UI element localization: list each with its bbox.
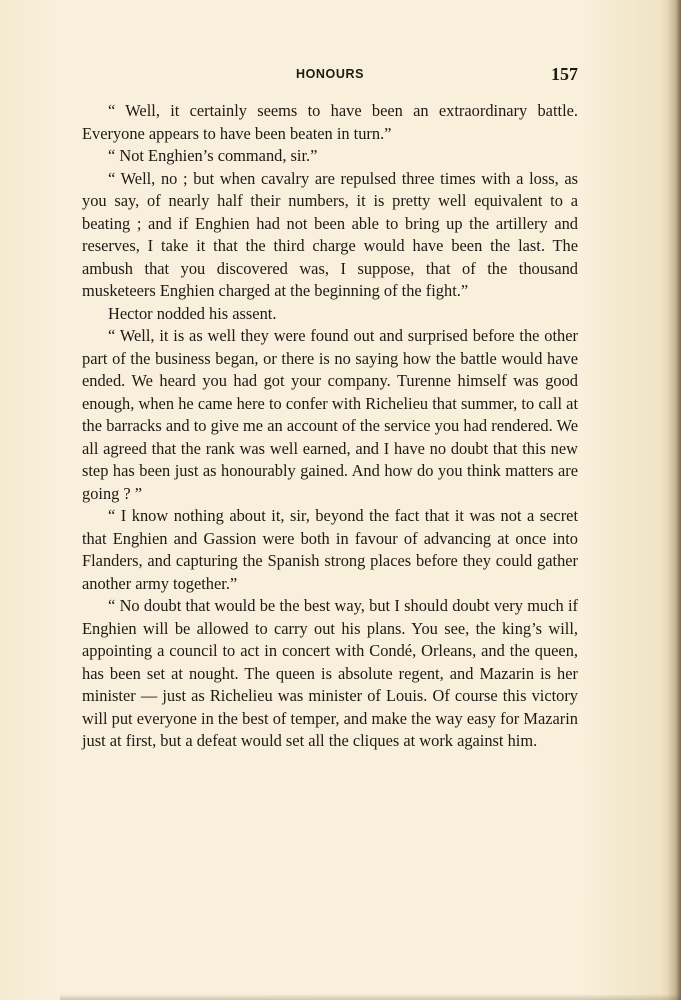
body-text	[82, 100, 578, 753]
page-header	[82, 64, 578, 88]
running-head: HONOURS	[295, 67, 365, 81]
paragraph: “ Not Enghien’s command, sir.”	[108, 146, 318, 165]
paragraph: “ Well, no ; but when cavalry are repulsed three times with a loss, as you say, of nearly half their numbers, it is pretty well equivalent to a beating ; and if Enghien had not been able to bring up the artillery and reserves, I take it that the third charge would have been the last. The ambush that you discovered was, I suppose, that of the thousand musketeers Enghien charged at the beginning of the fight.”	[82, 168, 578, 300]
page-bottom-edge	[60, 994, 681, 1000]
paragraph: “ No doubt that would be the best way, but I should doubt very much if Enghien will be allowed to carry out his plans. You see, the king’s will, appointing a council to act in concert with Condé, Orleans, and the queen, has been set at nought. The queen is absolute regent, and Mazarin is her minister — just as Richelieu was minister of Louis. Of course this victory will put everyone in the best of temper, and make the way easy for Mazarin just at first, but a defeat would set all the cliques at work against him.	[82, 596, 578, 750]
page-number: 157	[551, 64, 578, 84]
paragraph: “ Well, it is as well they were found out and surprised before the other part of the business began, or there is no saying how the battle would have ended. We heard you had got your company. Turenne himself was good enough, when he came here to confer with Richelieu that summer, to call at the barracks and to give me an account of the service you had rendered. We all agreed that the rank was well earned, and I have no doubt that this new step has been just as honourably gained. And how do you think matters are going ? ”	[82, 326, 578, 503]
page-edge-shadow	[667, 0, 681, 1000]
paragraph: “ Well, it certainly seems to have been an extraordinary battle. Everyone appears to have been beaten in turn.”	[82, 101, 578, 143]
paragraph: Hector nodded his assent.	[108, 303, 277, 323]
paragraph: “ I know nothing about it, sir, beyond the fact that it was not a secret that Enghien and Gassion were both in favour of advancing at once into Flanders, and capturing the Spanish strong places before they could gather another army together.”	[82, 506, 578, 593]
